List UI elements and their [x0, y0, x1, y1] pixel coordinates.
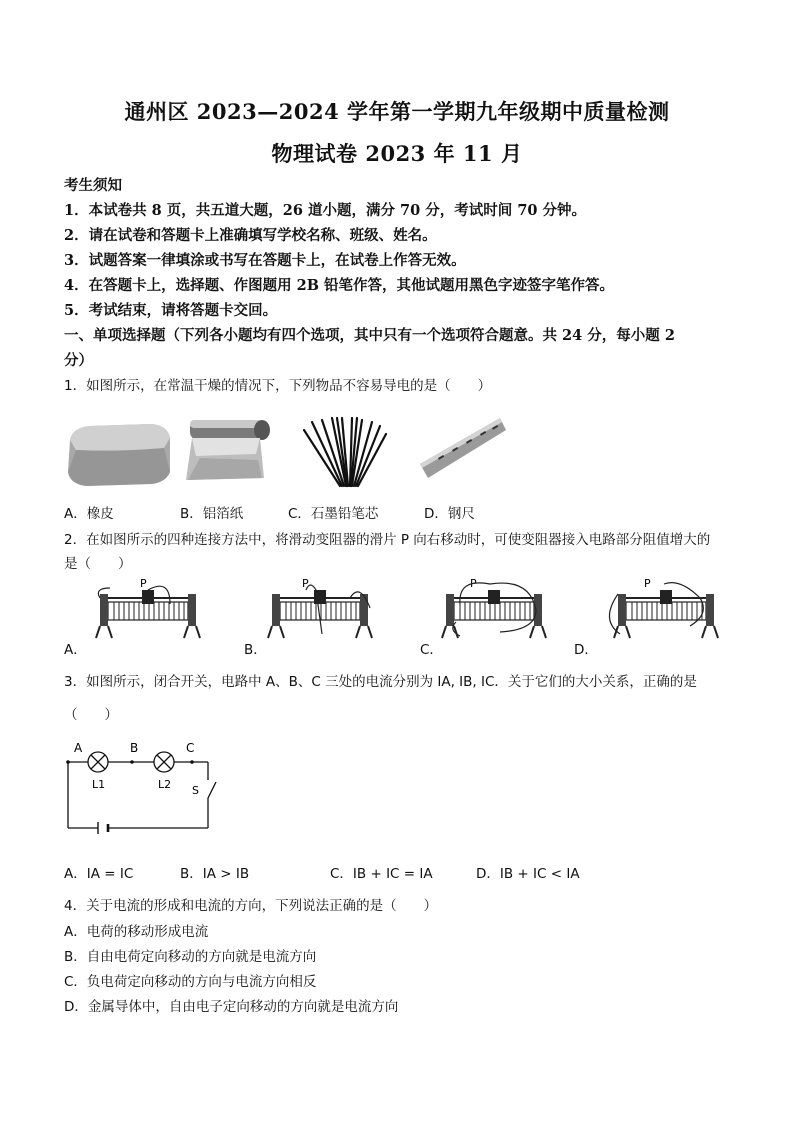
steel-ruler-image [420, 418, 506, 478]
notice-item: 5．考试结束，请将答题卡交回。 [64, 302, 278, 319]
notice-heading: 考生须知 [64, 177, 122, 194]
svg-text:P: P [470, 577, 477, 590]
aluminum-foil-image [186, 420, 270, 480]
point-a-label: A [74, 741, 83, 755]
question-1-stem: 1．如图所示，在常温干燥的情况下，下列物品不容易导电的是（ ） [64, 378, 492, 394]
question-1-figures [60, 408, 740, 493]
option-b: B．铝箔纸 [180, 506, 244, 522]
option-c: C．负电荷定向移动的方向与电流方向相反 [64, 974, 317, 990]
point-b-label: B [130, 741, 139, 755]
switch-s-label: S [192, 784, 199, 797]
option-b: B．自由电荷定向移动的方向就是电流方向 [64, 949, 317, 965]
rheostat-diagram-d [609, 577, 718, 638]
circuit-diagram [60, 738, 230, 834]
rheostat-diagram-b [268, 577, 372, 638]
pencil-lead-image [304, 418, 386, 486]
svg-text:P: P [302, 577, 309, 590]
notice-item: 2．请在试卷和答题卡上准确填写学校名称、班级、姓名。 [64, 227, 437, 244]
option-d: D．IB + IC < IA [476, 866, 580, 882]
point-c-label: C [186, 741, 195, 755]
option-a: A．IA = IC [64, 866, 134, 882]
option-a: A．电荷的移动形成电流 [64, 924, 209, 940]
eraser-image [68, 424, 170, 486]
rheostat-diagram-a [96, 577, 200, 638]
option-b: B． [244, 642, 267, 658]
question-2-stem-cont: 是（ ） [64, 556, 132, 572]
option-d: D． [574, 642, 598, 658]
notice-item: 1．本试卷共 8 页，共五道大题，26 道小题，满分 70 分，考试时间 70 分钟。 [64, 202, 587, 219]
notice-item: 3．试题答案一律填涂或书写在答题卡上，在试卷上作答无效。 [64, 252, 466, 269]
notice-item: 4．在答题卡上，选择题、作图题用 2B 铅笔作答，其他试题用黑色字迹签字笔作答。 [64, 277, 615, 294]
lamp-l2-label: L2 [158, 778, 172, 791]
question-3-stem-cont: （ ） [64, 707, 118, 723]
question-3-stem: 3．如图所示，闭合开关，电路中 A、B、C 三处的电流分别为 IA, IB, IC．关于它们的大小关系，正确的是 [64, 674, 697, 690]
option-d: D．金属导体中，自由电子定向移动的方向就是电流方向 [64, 999, 399, 1015]
option-d: D．钢尺 [424, 506, 475, 522]
question-2-figures [60, 574, 740, 654]
exam-title-line1: 通州区 2023—2024 学年第一学期九年级期中质量检测 [124, 99, 670, 124]
option-c: C． [420, 642, 443, 658]
lamp-l1-label: L1 [92, 778, 106, 791]
svg-text:P: P [140, 577, 147, 590]
rheostat-diagram-c [442, 577, 546, 638]
option-a: A． [64, 642, 87, 658]
question-2-stem: 2．在如图所示的四种连接方法中，将滑动变阻器的滑片 P 向右移动时，可使变阻器接入电路部分阻值增大的 [64, 532, 711, 548]
section-heading-cont: 分） [64, 352, 93, 369]
section-heading: 一、单项选择题（下列各小题均有四个选项，其中只有一个选项符合题意。共 24 分，每小题 2 [64, 327, 675, 344]
question-4-stem: 4．关于电流的形成和电流的方向，下列说法正确的是（ ） [64, 898, 438, 914]
option-c: C．石墨铅笔芯 [288, 506, 379, 522]
option-a: A．橡皮 [64, 506, 114, 522]
exam-title-line2: 物理试卷 2023 年 11 月 [271, 141, 523, 166]
svg-text:P: P [644, 577, 651, 590]
option-c: C．IB + IC = IA [330, 866, 433, 882]
option-b: B．IA > IB [180, 866, 250, 882]
